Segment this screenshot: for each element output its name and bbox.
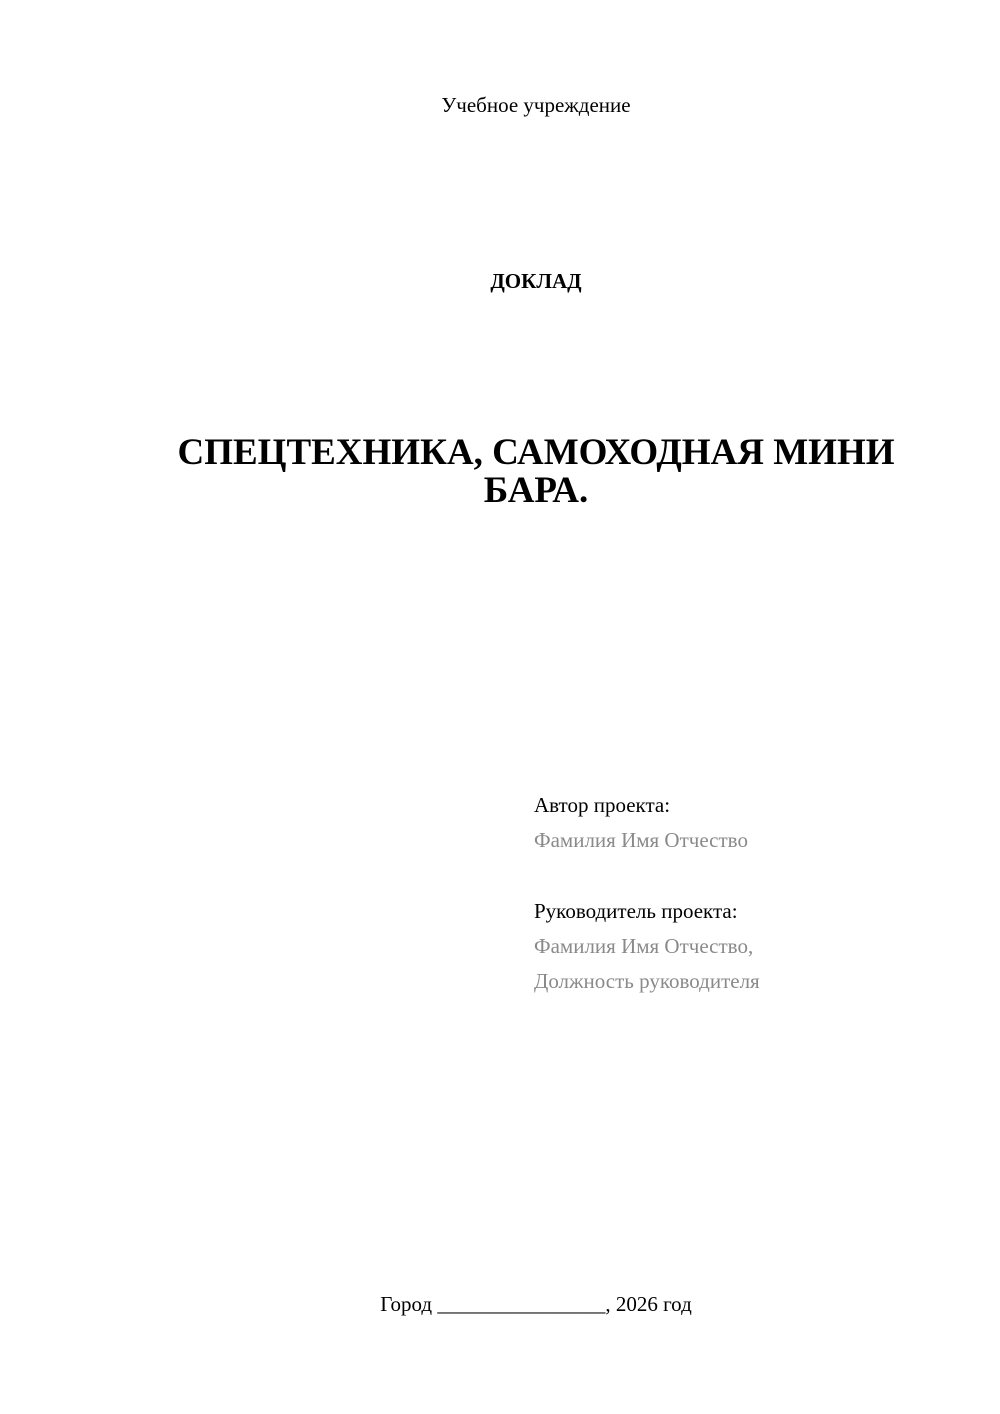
- document-title: [130, 434, 942, 510]
- institution-name: Учебное учреждение: [441, 93, 631, 117]
- document-title-line-1: СПЕЦТЕХНИКА, САМОХОДНАЯ МИНИ: [177, 432, 895, 473]
- author-label: Автор проекта:: [534, 793, 671, 817]
- document-title-line-2: БАРА.: [483, 470, 589, 511]
- footer-city-year: [0, 1290, 1000, 1318]
- year-text: , 2026 год: [605, 1292, 692, 1316]
- document-type: ДОКЛАД: [490, 269, 582, 293]
- supervisor-position-placeholder[interactable]: Должность руководителя: [534, 969, 760, 993]
- supervisor-label: Руководитель проекта:: [534, 899, 738, 923]
- supervisor-name-placeholder[interactable]: Фамилия Имя Отчество,: [534, 934, 754, 958]
- city-blank[interactable]: ________________: [437, 1292, 606, 1316]
- author-block: [534, 788, 974, 858]
- supervisor-block: [534, 894, 974, 999]
- author-name-placeholder[interactable]: Фамилия Имя Отчество: [534, 828, 748, 852]
- city-label: Город: [380, 1292, 433, 1316]
